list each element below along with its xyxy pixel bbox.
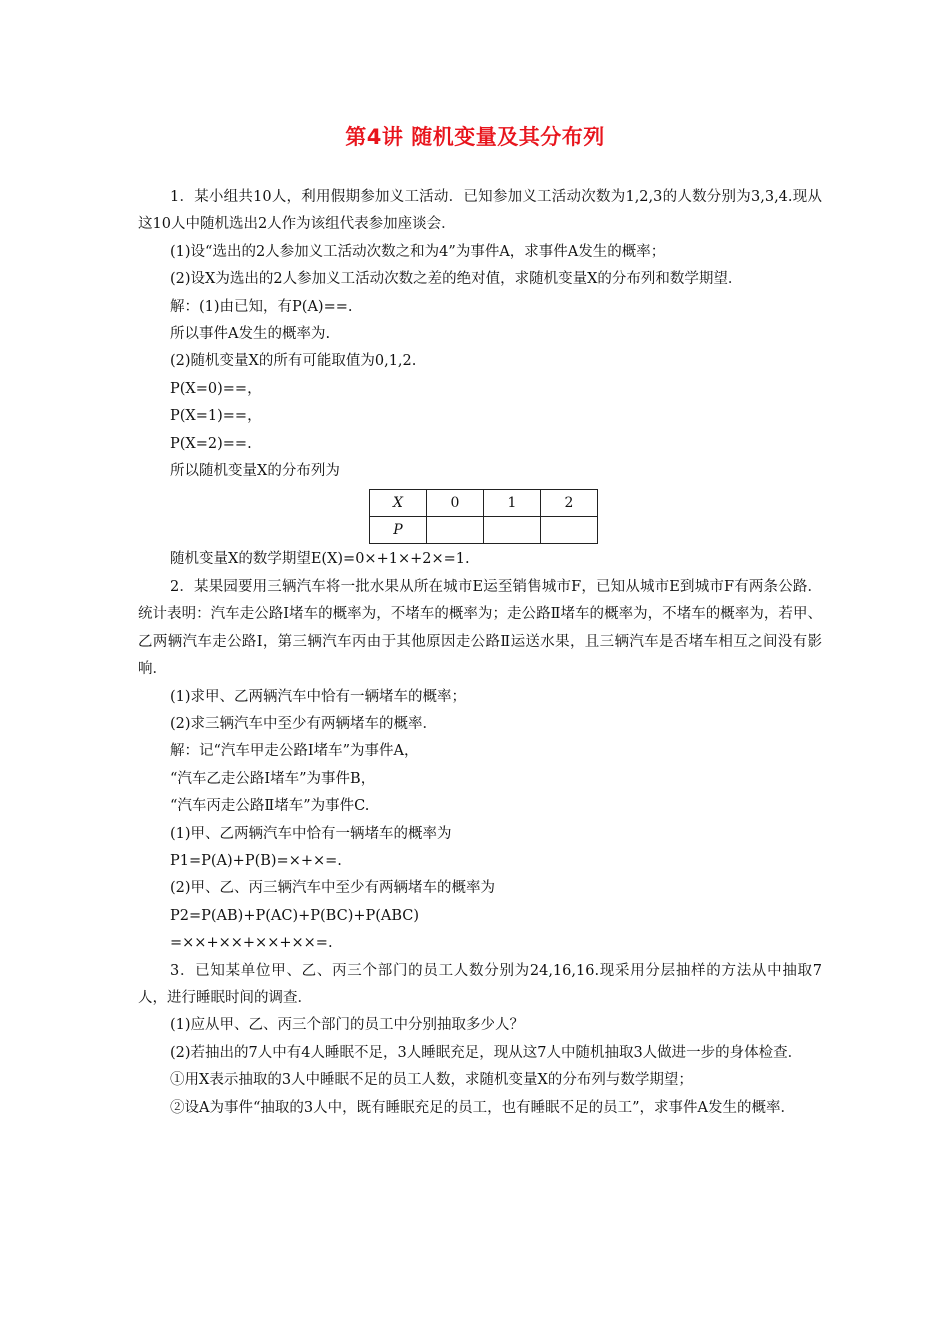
page-title: 第4讲 随机变量及其分布列 <box>345 125 605 149</box>
q2-stem: 2．某果园要用三辆汽车将一批水果从所在城市E运至销售城市F，已知从城市E到城市F有两条公路．统计表明：汽车走公路Ⅰ堵车的概率为，不堵车的概率为；走公路Ⅱ堵车的概率为，不堵车的概率为，若甲、乙两辆汽车走公路Ⅰ，第三辆汽车丙由于其他原因走公路Ⅱ运送水果，且三辆汽车是否堵车相互之间没有影响． <box>138 578 822 678</box>
table-cell <box>427 517 484 544</box>
table-cell: 1 <box>484 490 541 517</box>
q2-solution-line: (2)甲、乙、丙三辆汽车中至少有两辆堵车的概率为 <box>170 880 496 897</box>
q1-solution-line: 随机变量X的数学期望E(X)=0×+1×+2×=1. <box>170 551 470 568</box>
q1-part1: (1)设“选出的2人参加义工活动次数之和为4”为事件A，求事件A发生的概率； <box>170 243 666 260</box>
q1-solution-line: (2)随机变量X的所有可能取值为0,1,2. <box>170 353 417 370</box>
q1-solution-line: 所以事件A发生的概率为. <box>170 326 331 343</box>
q2-solution-line: =××+××+××+××=. <box>170 935 333 952</box>
q2-solution-line: P2=P(AB)+P(AC)+P(BC)+P(ABC) <box>170 907 420 924</box>
table-cell: X <box>370 490 427 517</box>
q2-part2: (2)求三辆汽车中至少有两辆堵车的概率． <box>170 715 438 732</box>
distribution-table <box>369 489 598 544</box>
table-row <box>370 490 598 517</box>
table-cell <box>484 517 541 544</box>
q1-solution-line: P(X=1)==， <box>170 408 262 425</box>
q2-part1: (1)求甲、乙两辆汽车中恰有一辆堵车的概率； <box>170 688 467 705</box>
q2-solution-line: “汽车乙走公路Ⅰ堵车”为事件B， <box>170 770 376 787</box>
table-cell <box>541 517 598 544</box>
q3-part2b: ②设A为事件“抽取的3人中，既有睡眠充足的员工，也有睡眠不足的员工”，求事件A发生的概率． <box>170 1099 795 1116</box>
q1-solution-line: P(X=0)==， <box>170 380 262 397</box>
table-row <box>370 517 598 544</box>
q1-solution-line: 所以随机变量X的分布列为 <box>170 463 340 480</box>
q2-solution-line: “汽车丙走公路Ⅱ堵车”为事件C. <box>170 798 370 815</box>
table-cell: 2 <box>541 490 598 517</box>
q3-stem: 3．已知某单位甲、乙、丙三个部门的员工人数分别为24,16,16.现采用分层抽样的方法从中抽取7人，进行睡眠时间的调查． <box>138 962 822 1006</box>
q1-stem: 1．某小组共10人，利用假期参加义工活动．已知参加义工活动次数为1,2,3的人数分别为3,3,4.现从这10人中随机选出2人作为该组代表参加座谈会． <box>138 189 822 233</box>
distribution-table-wrapper <box>138 485 822 546</box>
q1-solution-line: P(X=2)==. <box>170 435 252 452</box>
table-cell: P <box>370 517 427 544</box>
q3-part2a: ①用X表示抽取的3人中睡眠不足的员工人数，求随机变量X的分布列与数学期望； <box>170 1072 693 1089</box>
table-cell: 0 <box>427 490 484 517</box>
q3-part2: (2)若抽出的7人中有4人睡眠不足，3人睡眠充足，现从这7人中随机抽取3人做进一步的身体检查． <box>170 1044 803 1061</box>
q2-solution-line: P1=P(A)+P(B)=×+×=. <box>170 852 342 869</box>
q2-solution-line: 解：记“汽车甲走公路Ⅰ堵车”为事件A， <box>170 743 419 760</box>
q1-part2: (2)设X为选出的2人参加义工活动次数之差的绝对值，求随机变量X的分布列和数学期望． <box>170 271 743 288</box>
q3-part1: (1)应从甲、乙、丙三个部门的员工中分别抽取多少人？ <box>170 1017 525 1034</box>
q2-solution-line: (1)甲、乙两辆汽车中恰有一辆堵车的概率为 <box>170 825 452 842</box>
document-body <box>138 184 822 1122</box>
q1-solution-line: 解：(1)由已知，有P(A)==. <box>170 298 353 315</box>
